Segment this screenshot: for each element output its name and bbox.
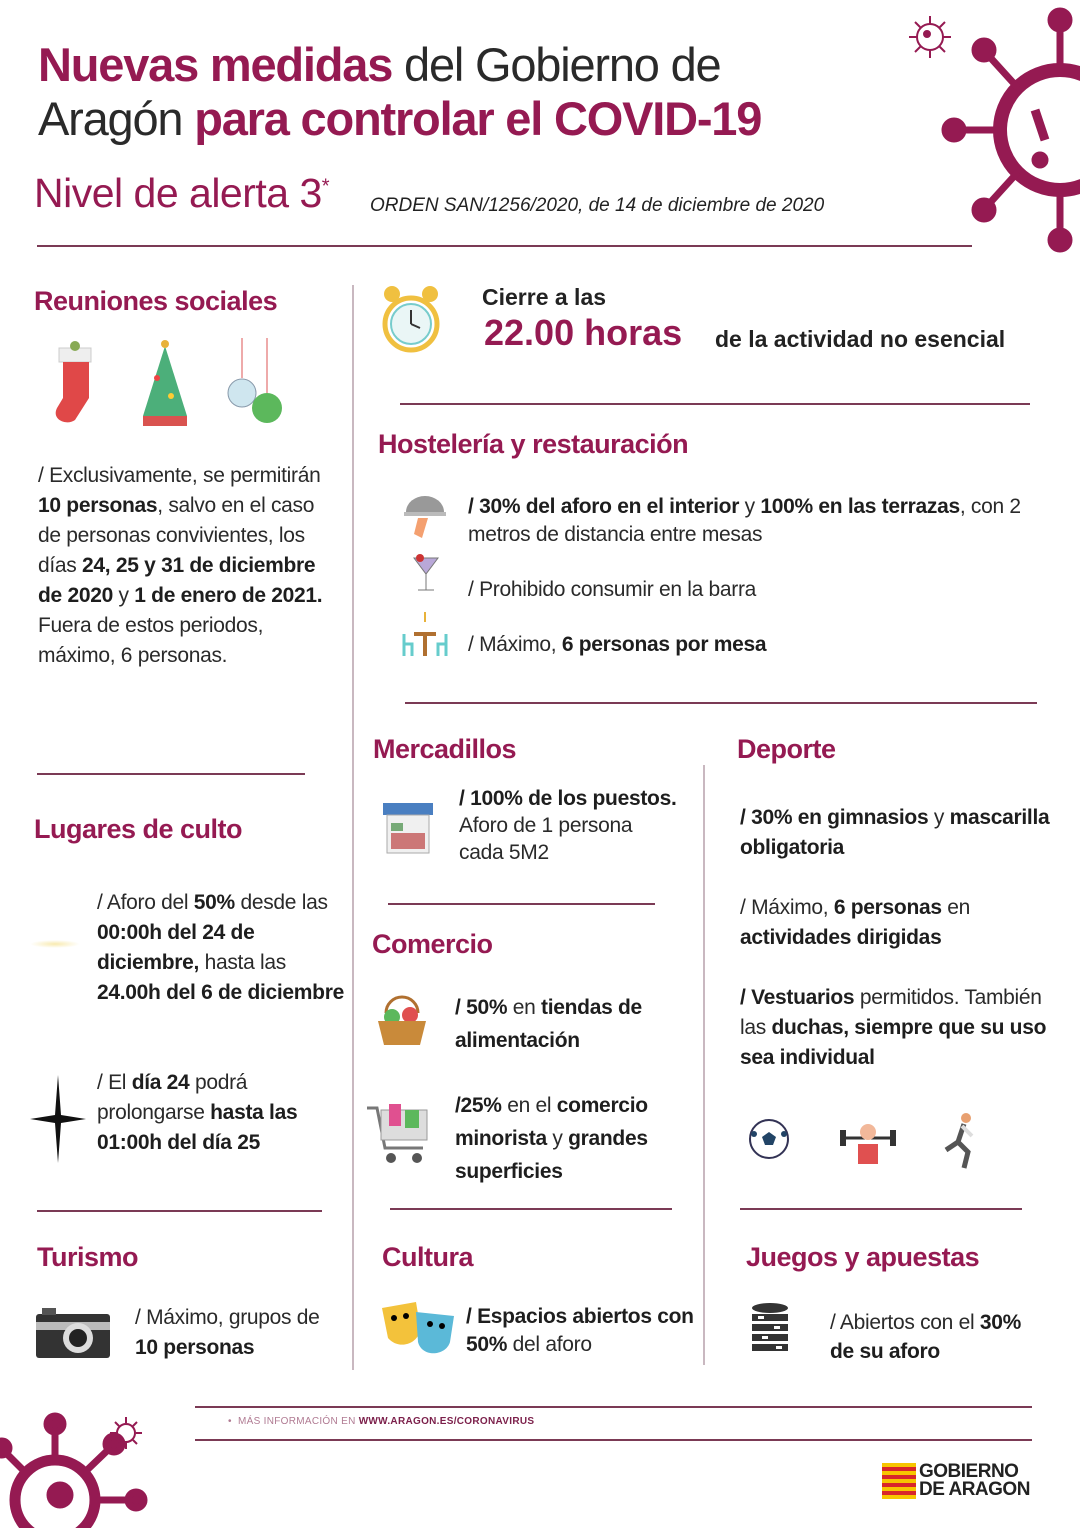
bold-text: 100% en las terrazas <box>760 495 960 518</box>
shopping-cart-icon <box>367 1100 433 1166</box>
camera-icon <box>36 1308 110 1358</box>
hosteleria-item-barra <box>468 575 756 605</box>
section-title-deporte: Deporte <box>737 734 836 764</box>
table-chairs-icon <box>400 612 450 658</box>
reuniones-text <box>38 461 323 671</box>
text-segment: permitidos. También las <box>740 986 1042 1039</box>
divider <box>37 1210 322 1212</box>
comercio-item-alimentacion <box>455 991 695 1057</box>
bold-text: / 30% del aforo en el interior <box>468 495 740 518</box>
bold-text: 1 de enero de 2021. <box>134 584 323 607</box>
market-stall-icon <box>383 803 433 855</box>
divider <box>740 1208 1022 1210</box>
bold-text: / Espacios abiertos con 50% <box>466 1305 694 1356</box>
bold-text: actividades dirigidas <box>740 926 942 949</box>
text-segment: / Máximo, <box>468 633 562 656</box>
bold-text: 6 personas por mesa <box>561 633 767 656</box>
more-info-label: MÁS INFORMACIÓN EN <box>237 1416 359 1427</box>
bold-text: 10 personas <box>38 494 158 517</box>
section-title-hosteleria: Hostelería y restauración <box>378 429 689 459</box>
order-reference: ORDEN SAN/1256/2020, de 14 de diciembre de 2020 <box>370 195 825 216</box>
divider <box>195 1406 1032 1408</box>
bold-text: Nuevas medidas <box>38 38 393 91</box>
text-segment: en <box>941 896 971 919</box>
text-segment: / Máximo, grupos de <box>135 1306 320 1329</box>
text-segment: / Abiertos con el <box>830 1311 980 1334</box>
virus-icon <box>940 0 1080 260</box>
christmas-tree-icon <box>135 338 195 430</box>
runner-icon <box>940 1112 980 1170</box>
divider <box>390 1208 672 1210</box>
cocktail-icon <box>412 550 442 594</box>
text-segment: y <box>112 584 135 607</box>
grocery-basket-icon <box>376 993 428 1047</box>
bold-text: 10 personas <box>135 1336 255 1359</box>
bold-text: día 24 <box>131 1071 190 1094</box>
section-title-juegos: Juegos y apuestas <box>746 1242 980 1272</box>
culto-item-dia24 <box>97 1068 337 1158</box>
section-title-cultura: Cultura <box>382 1242 473 1272</box>
comercio-item-minorista <box>455 1089 700 1188</box>
bold-text: hasta las 01:00h del día 25 <box>97 1101 298 1154</box>
text-segment: y <box>546 1127 569 1150</box>
stocking-icon <box>45 340 100 428</box>
text-segment: / Aforo del <box>97 891 194 914</box>
turismo-text <box>135 1303 335 1363</box>
ornaments-icon <box>225 338 285 428</box>
text-segment: / El <box>97 1071 132 1094</box>
column-divider <box>703 765 705 1365</box>
gobierno-aragon-logo <box>882 1463 1030 1499</box>
divider <box>37 773 305 775</box>
theater-masks-icon <box>380 1300 458 1356</box>
culto-item-aforo <box>97 888 347 1008</box>
small-virus-icon <box>905 12 955 62</box>
alarm-clock-icon <box>380 284 442 358</box>
small-virus-icon-bottom <box>108 1415 144 1451</box>
bold-text: 30% de su aforo <box>830 1311 1021 1363</box>
juegos-text <box>830 1308 1040 1366</box>
text-segment: podrá prolongarse <box>97 1071 248 1124</box>
text-segment: Aragón <box>38 92 195 145</box>
bold-text: comercio minorista <box>455 1094 648 1150</box>
bold-text: / Vestuarios <box>740 986 855 1009</box>
divider <box>195 1439 1032 1441</box>
text-segment: Aforo de 1 persona cada 5M2 <box>459 814 633 864</box>
text-segment: / Exclusivamente, se permitirán <box>38 464 321 487</box>
text-segment: / Prohibido consumir en la barra <box>468 578 757 601</box>
cierre-label: Cierre a las <box>482 284 607 310</box>
soccer-ball-icon <box>748 1118 790 1160</box>
deporte-item-vestuarios <box>740 983 1060 1073</box>
text-segment: en <box>507 996 542 1019</box>
bold-text: /25% <box>455 1094 502 1117</box>
cierre-rest: de la actividad no esencial <box>715 326 1006 352</box>
logo-line-1: GOBIERNO <box>919 1461 1019 1482</box>
aragon-flag-icon <box>882 1463 916 1499</box>
text-segment: en el <box>501 1094 557 1117</box>
hosteleria-item-mesa <box>468 630 766 660</box>
bold-text: grandes superficies <box>455 1127 648 1183</box>
text-segment: y <box>739 495 761 518</box>
text-segment: / Máximo, <box>740 896 834 919</box>
divider <box>37 245 972 247</box>
title-line-2 <box>38 92 761 146</box>
more-info-link[interactable]: WWW.ARAGON.ES/CORONAVIRUS <box>358 1416 535 1427</box>
section-title-culto: Lugares de culto <box>34 814 243 844</box>
cultura-text <box>466 1303 696 1359</box>
bold-text: duchas, siempre que su uso sea individual <box>740 1016 1047 1069</box>
section-title-reuniones: Reuniones sociales <box>34 286 278 316</box>
mercadillos-text <box>459 785 679 866</box>
text-segment: del aforo <box>507 1333 592 1356</box>
bold-text: / 50% <box>455 996 508 1019</box>
text-segment: desde las <box>234 891 328 914</box>
weightlifter-icon <box>838 1118 898 1166</box>
text-segment: del Gobierno de <box>392 38 721 91</box>
bold-text: 24.00h del 6 de diciembre <box>97 981 344 1004</box>
text-segment: Fuera de estos periodos, máximo, 6 personas. <box>38 614 264 667</box>
bold-text: 00:00h del 24 de diciembre, <box>97 921 255 974</box>
section-title-comercio: Comercio <box>372 929 493 959</box>
hosteleria-item-aforo <box>468 493 1043 549</box>
bold-text: mascarilla obligatoria <box>740 806 1050 859</box>
bold-text: 50% <box>193 891 235 914</box>
text-segment: y <box>928 806 950 829</box>
serving-tray-icon <box>404 490 446 538</box>
page-title <box>38 38 761 146</box>
bold-text: 6 personas <box>833 896 942 919</box>
alert-level <box>34 170 329 217</box>
cierre-time: 22.00 horas <box>484 312 683 353</box>
bold-text: / 100% de los puestos. <box>459 787 677 810</box>
divider <box>405 702 1037 704</box>
section-title-mercadillos: Mercadillos <box>373 734 517 764</box>
bold-text: / 30% en gimnasios <box>740 806 929 829</box>
section-title-turismo: Turismo <box>37 1242 139 1272</box>
text-segment: , salvo en el caso de personas convivientes, los días <box>38 494 315 577</box>
deporte-item-actividades <box>740 893 1060 953</box>
logo-line-2: DE ARAGON <box>919 1479 1030 1500</box>
alert-footnote-mark: * <box>321 175 330 198</box>
title-line-1 <box>38 38 761 92</box>
divider <box>400 403 1030 405</box>
column-divider <box>352 285 354 1370</box>
bold-text: para controlar el COVID-19 <box>194 92 762 145</box>
text-segment: hasta las <box>199 951 286 974</box>
star-icon <box>30 1075 86 1163</box>
more-info: • MÁS INFORMACIÓN EN WWW.ARAGON.ES/CORONAVIRUS <box>228 1416 535 1427</box>
bold-text: 24, 25 y 31 de diciembre de 2020 <box>38 554 316 607</box>
glow-icon <box>30 940 80 948</box>
alert-level-text: Nivel de alerta 3 <box>34 170 322 216</box>
casino-chips-icon <box>748 1302 792 1358</box>
deporte-item-gimnasios <box>740 803 1060 863</box>
text-segment: , con 2 metros de distancia entre mesas <box>468 495 1021 546</box>
bold-text: tiendas de alimentación <box>455 996 642 1052</box>
divider <box>388 903 655 905</box>
